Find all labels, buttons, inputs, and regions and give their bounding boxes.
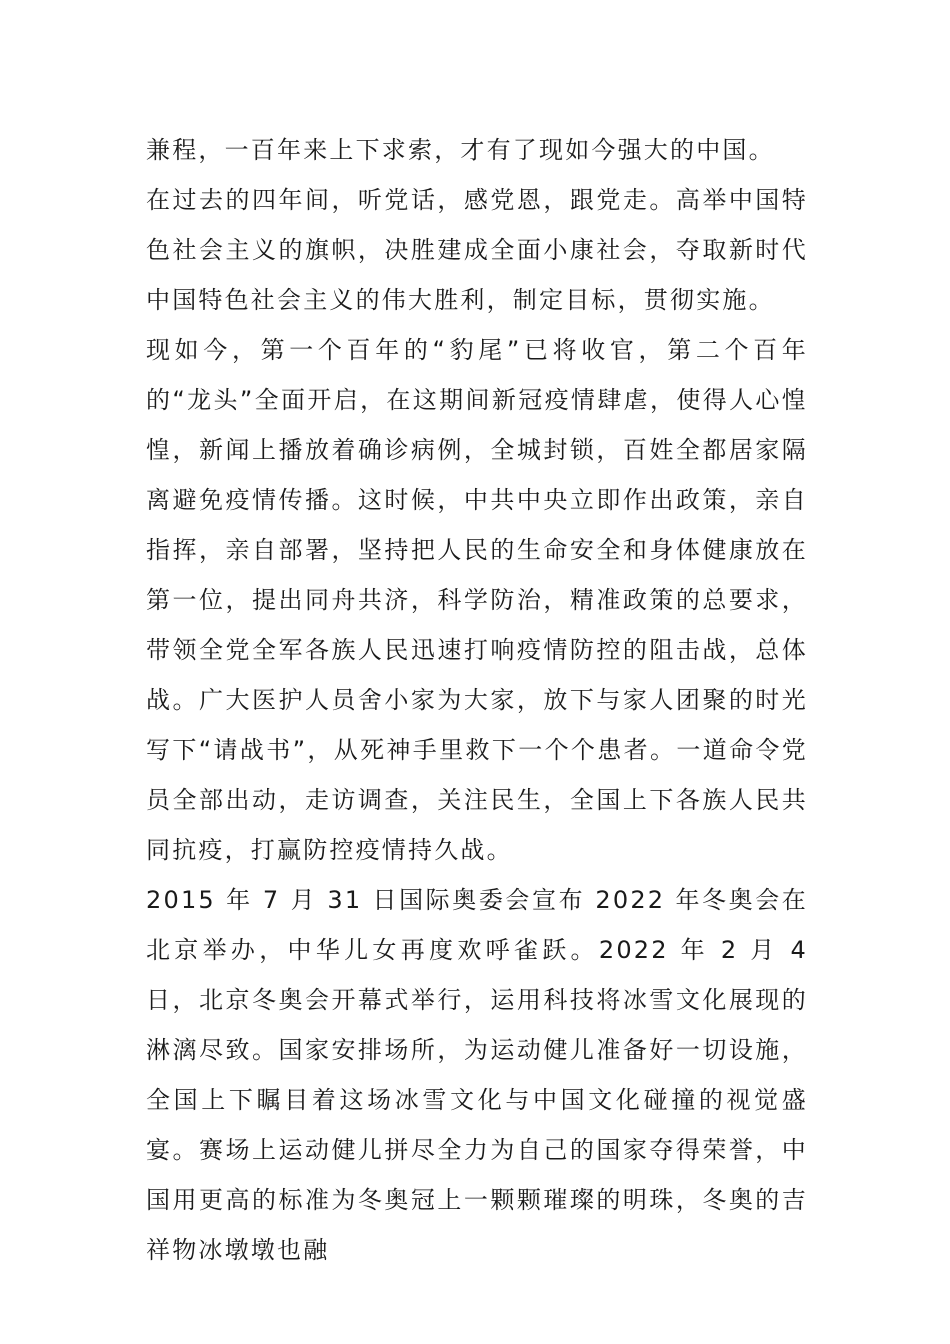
- paragraph-1: 兼程，一百年来上下求索，才有了现如今强大的中国。: [146, 136, 775, 164]
- document-body: [146, 125, 808, 1275]
- paragraph-2: 在过去的四年间，听党话，感党恩，跟党走。高举中国特色社会主义的旗帜，决胜建成全面小康社会，夺取新时代中国特色社会主义的伟大胜利，制定目标，贯彻实施。: [146, 186, 808, 314]
- paragraph-4: 2015 年 7 月 31 日国际奥委会宣布 2022 年冬奥会在北京举办，中华儿女再度欢呼雀跃。2022 年 2 月 4 日，北京冬奥会开幕式举行，运用科技将冰雪文化展现的淋漓尽致。国家安排场所，为运动健儿准备好一切设施，全国上下瞩目着这场冰雪文化与中国文化碰撞的视觉盛宴。赛场上运动健儿拼尽全力为自己的国家夺得荣誉，中国用更高的标准为冬奥冠上一颗颗璀璨的明珠，冬奥的吉祥物冰墩墩也融: [146, 886, 808, 1264]
- paragraph-3: 现如今，第一个百年的“豹尾”已将收官，第二个百年的“龙头”全面开启，在这期间新冠疫情肆虐，使得人心惶惶，新闻上播放着确诊病例，全城封锁，百姓全都居家隔离避免疫情传播。这时候，中共中央立即作出政策，亲自指挥，亲自部署，坚持把人民的生命安全和身体健康放在第一位，提出同舟共济，科学防治，精准政策的总要求，带领全党全军各族人民迅速打响疫情防控的阻击战，总体战。广大医护人员舍小家为大家，放下与家人团聚的时光写下“请战书”，从死神手里救下一个个患者。一道命令党员全部出动，走访调查，关注民生，全国上下各族人民共同抗疫，打赢防控疫情持久战。: [146, 336, 808, 864]
